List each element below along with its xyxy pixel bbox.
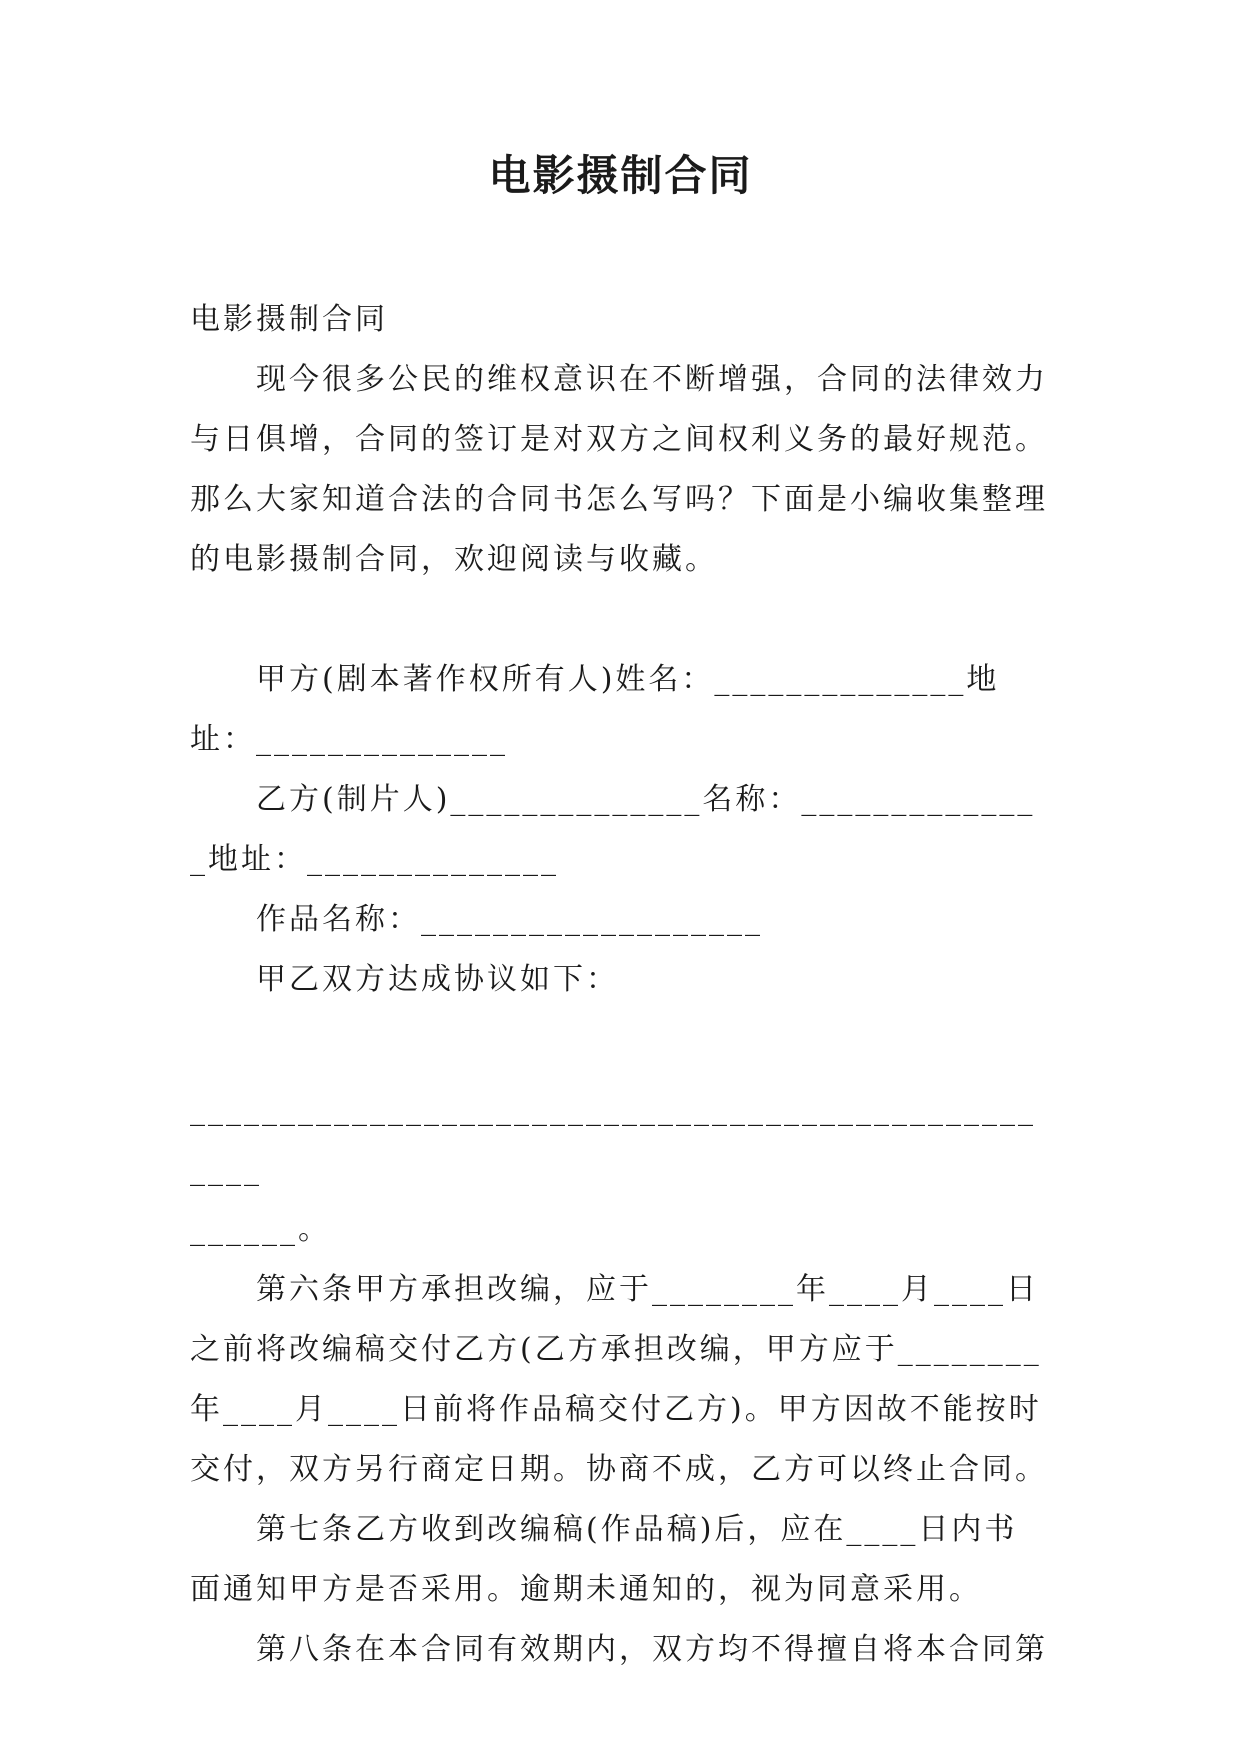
article-8-paragraph: 第八条在本合同有效期内，双方均不得擅自将本合同第 bbox=[256, 1632, 1048, 1667]
party-b-paragraph: 乙方(制片人)______________名称：______________地址：______________ bbox=[190, 782, 1036, 877]
article-7-paragraph: 第七条乙方收到改编稿(作品稿)后，应在____日内书面通知甲方是否采用。逾期未通知的，视为同意采用。 bbox=[190, 1512, 1018, 1607]
blank-fill-line: ___________________________________________________ bbox=[190, 1092, 1036, 1187]
work-name-paragraph: 作品名称：___________________ bbox=[256, 902, 763, 937]
page-title: 电影摄制合同 bbox=[488, 151, 753, 200]
blank-fill-end: ______。 bbox=[190, 1212, 331, 1247]
agreement-intro-paragraph: 甲乙双方达成协议如下： bbox=[256, 962, 619, 997]
article-6-paragraph: 第六条甲方承担改编，应于________年____月____日之前将改编稿交付乙方(乙方承担改编，甲方应于________年____月____日前将作品稿交付乙方)。甲方因故不能按时交付，双方另行商定日期。协商不成，乙方可以终止合同。 bbox=[190, 1272, 1048, 1487]
document-subtitle: 电影摄制合同 bbox=[190, 302, 388, 337]
document-body bbox=[190, 290, 1050, 1680]
intro-paragraph: 现今很多公民的维权意识在不断增强，合同的法律效力与日俱增，合同的签订是对双方之间权利义务的最好规范。那么大家知道合法的合同书怎么写吗？下面是小编收集整理的电影摄制合同，欢迎阅读与收藏。 bbox=[190, 362, 1048, 577]
party-a-paragraph: 甲方(剧本著作权所有人)姓名：______________地址：______________ bbox=[190, 662, 1000, 757]
